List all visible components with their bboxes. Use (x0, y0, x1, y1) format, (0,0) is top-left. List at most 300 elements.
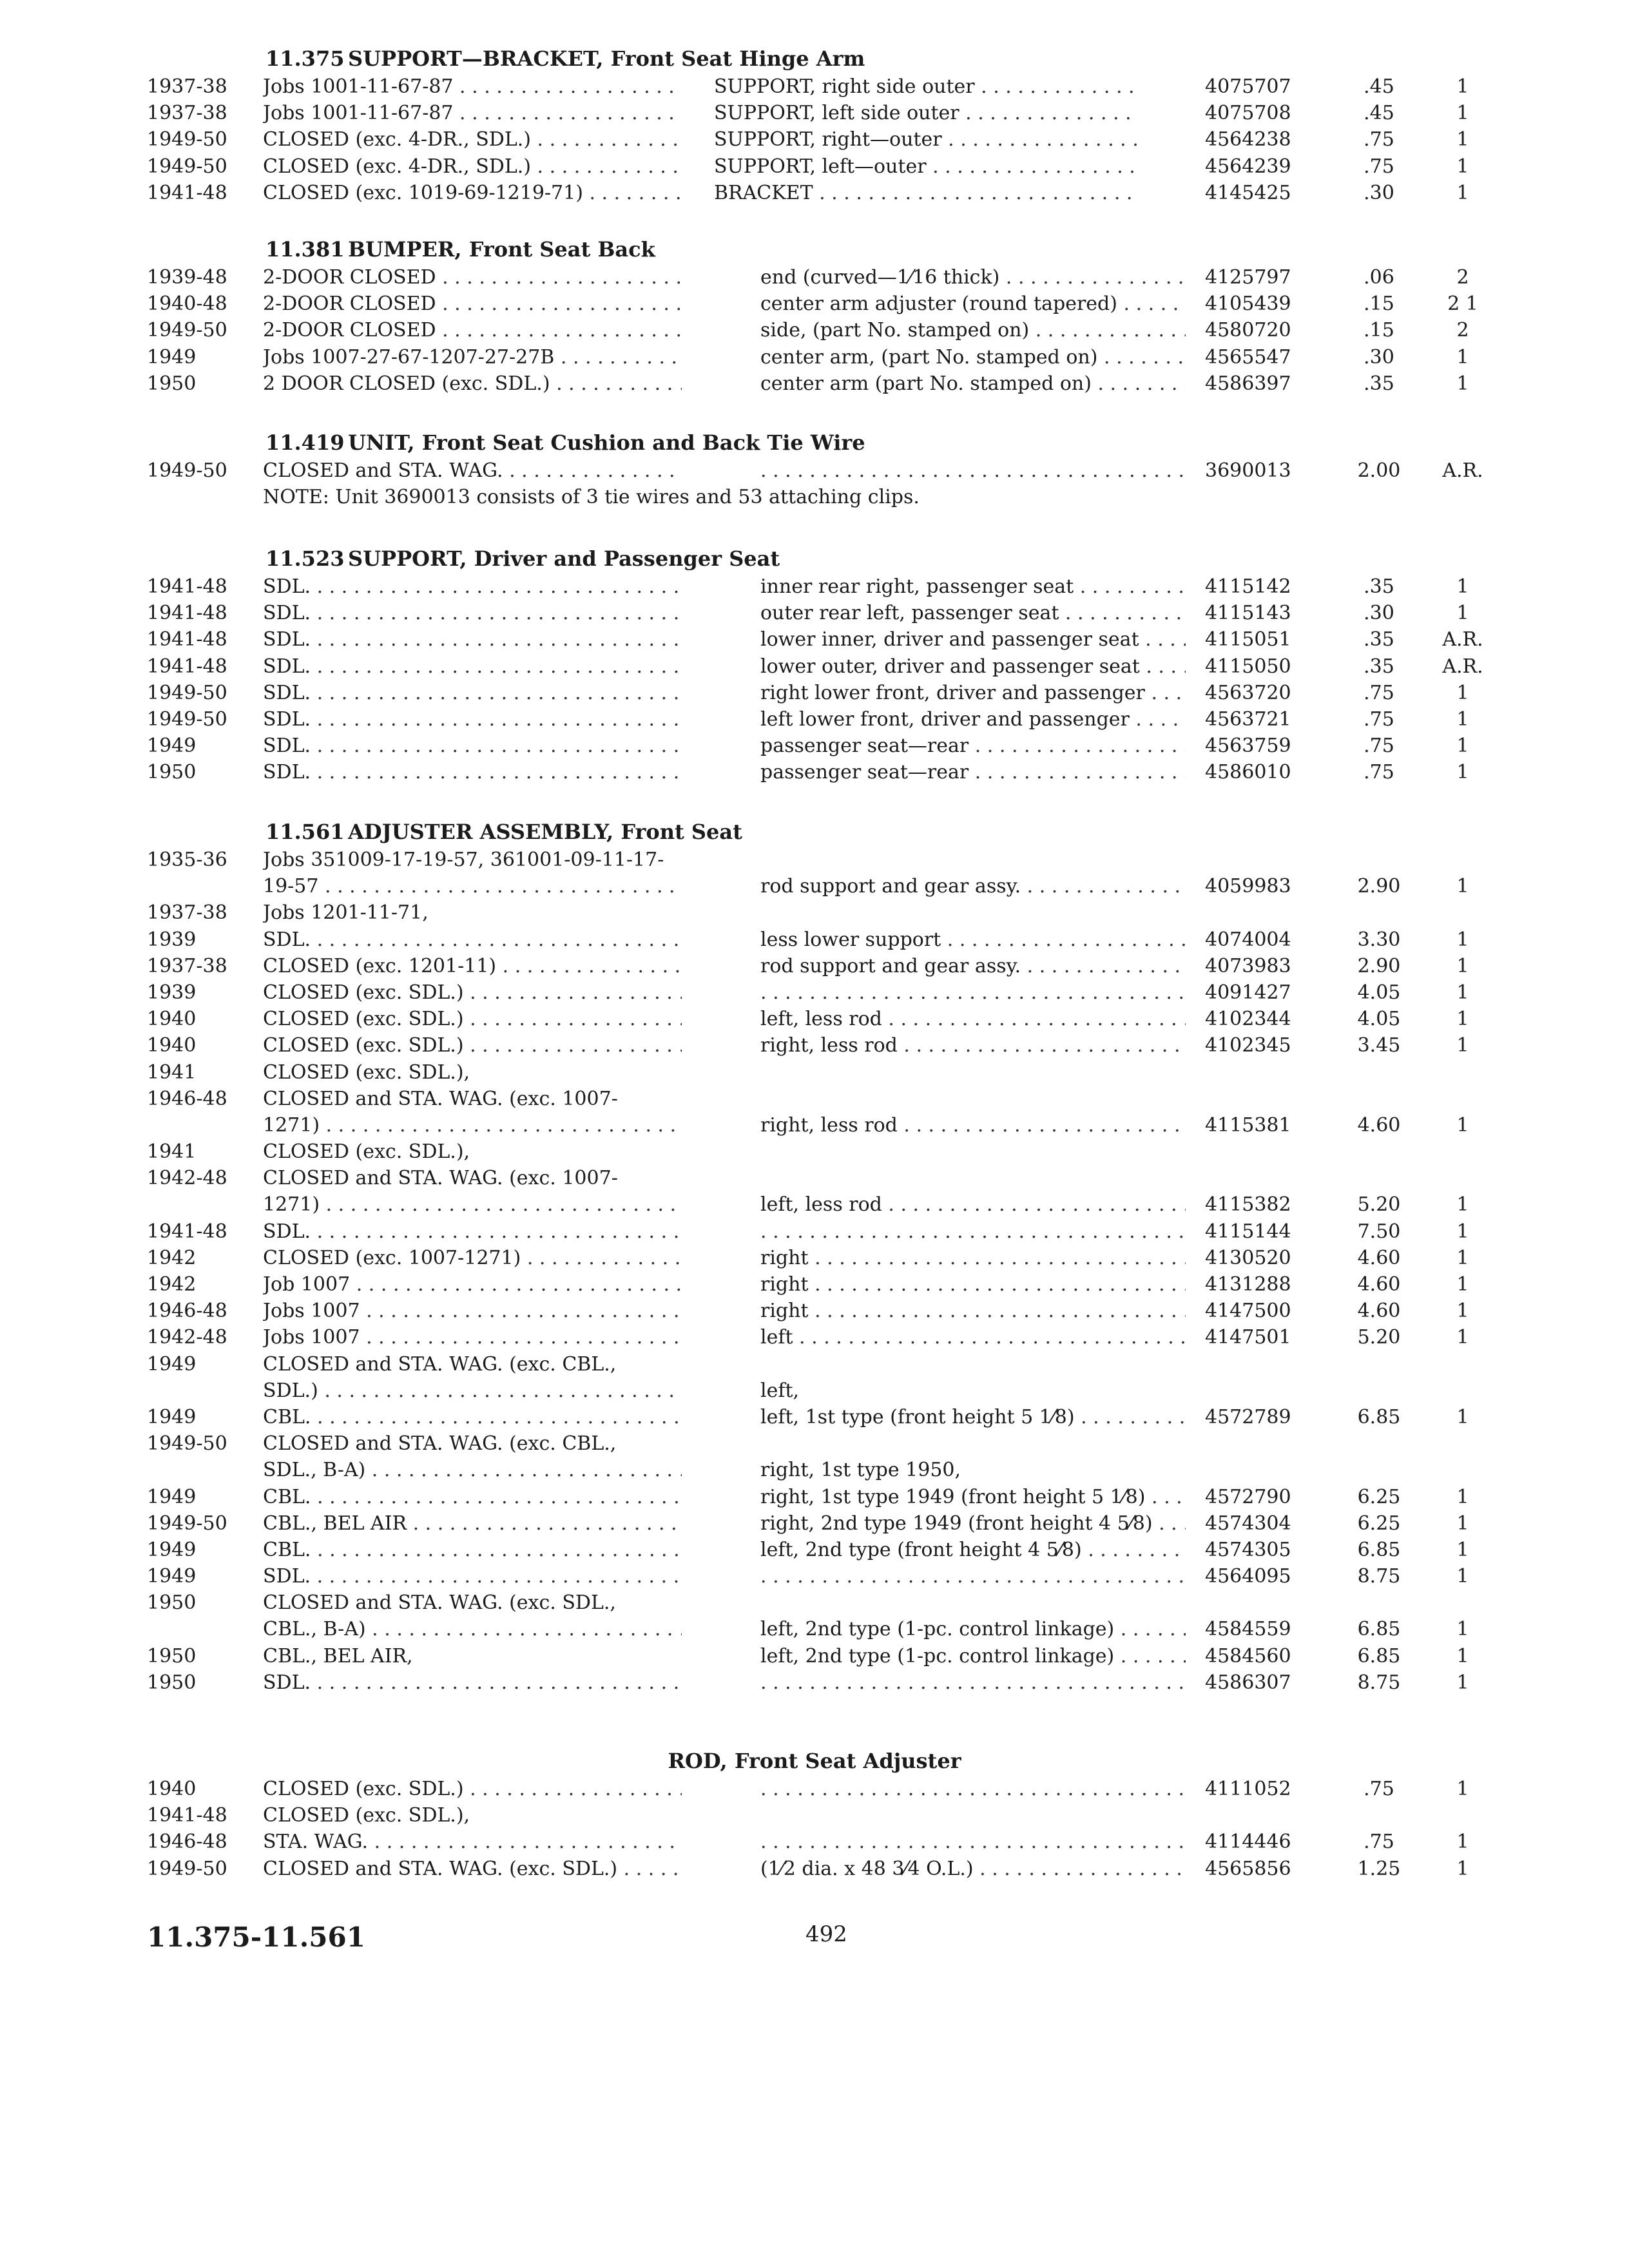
quantity-cell: 1 (1456, 1113, 1469, 1137)
model-cell: SDL. . . . (263, 1218, 682, 1245)
year-cell: 1941-48 (147, 1804, 227, 1827)
price-cell: .15 (1364, 293, 1394, 316)
description-cell: (1⁄2 dia. x 48 3⁄4 O.L.) . . . (760, 1856, 1186, 1882)
model-cell: Jobs 1001-11-67-87 . . . (263, 73, 682, 100)
year-cell: 1950 (147, 1644, 197, 1667)
model-cell: CLOSED and STA. WAG. (exc. CBL., (263, 1432, 617, 1456)
table-row (0, 626, 1629, 653)
year-cell: 1939 (147, 928, 197, 951)
quantity-cell: 1 (1456, 1831, 1469, 1854)
description-cell: inner rear right, passenger seat . . . (760, 573, 1186, 600)
section-number: 11.419 (265, 430, 345, 455)
description-cell: right . . . (760, 1271, 1186, 1298)
table-row (0, 1191, 1629, 1218)
section-11-375 (0, 46, 1629, 206)
year-cell: 1946-48 (147, 1300, 227, 1323)
section-title: ROD, Front Seat Adjuster (668, 1749, 961, 1773)
description-cell: right, 1st type 1949 (front height 5 1⁄8) . . . (760, 1484, 1186, 1510)
section-heading (0, 820, 1629, 847)
table-row (0, 1590, 1629, 1616)
price-cell: 4.60 (1357, 1113, 1401, 1137)
model-cell: CLOSED (exc. 1201-11) . . . (263, 953, 682, 979)
part-number-cell: 4115143 (1205, 602, 1291, 625)
table-row (0, 1218, 1629, 1245)
section-11-523 (0, 546, 1629, 786)
description-cell: right . . . (760, 1298, 1186, 1324)
description-cell: right, less rod . . . (760, 1112, 1186, 1139)
model-cell: 1271) . . . (263, 1112, 682, 1139)
year-cell: 1940 (147, 1778, 197, 1800)
section-number: 11.375 (265, 46, 345, 71)
model-cell: Jobs 1007-27-67-1207-27-27B . . . (263, 344, 682, 370)
quantity-cell: 1 (1456, 1008, 1469, 1031)
part-number-cell: 4114446 (1205, 1831, 1291, 1854)
year-cell: 1946-48 (147, 1087, 227, 1110)
part-number-cell: 4115144 (1205, 1220, 1291, 1243)
year-cell: 1937-38 (147, 102, 227, 125)
model-cell: 19-57 . . . (263, 873, 682, 899)
part-number-cell: 3690013 (1205, 459, 1291, 482)
part-number-cell: 4115051 (1205, 628, 1291, 651)
year-cell: 1950 (147, 1591, 197, 1615)
table-row (0, 600, 1629, 626)
description-cell: left, less rod . . . (760, 1191, 1186, 1218)
price-cell: 6.25 (1357, 1485, 1401, 1508)
part-number-cell: 4115382 (1205, 1193, 1291, 1216)
price-cell: 6.25 (1357, 1512, 1401, 1535)
description-cell: outer rear left, passenger seat . . . (760, 600, 1186, 626)
model-cell: SDL. . . . (263, 680, 682, 706)
price-cell: .75 (1364, 1778, 1394, 1800)
table-row (0, 1616, 1629, 1642)
price-cell: .75 (1364, 735, 1394, 758)
quantity-cell: 2 (1456, 266, 1469, 289)
model-cell: Jobs 1201-11-71, (263, 901, 429, 925)
table-row (0, 1139, 1629, 1165)
description-cell: right . . . (760, 1245, 1186, 1271)
year-cell: 1949-50 (147, 155, 227, 178)
table-row (0, 899, 1629, 926)
quantity-cell: 1 (1456, 128, 1469, 151)
model-cell: CLOSED (exc. SDL.) . . . (263, 1776, 682, 1802)
section-title: SUPPORT—BRACKET, Front Seat Hinge Arm (348, 46, 865, 71)
part-number-cell: 4580720 (1205, 319, 1291, 342)
quantity-cell: 1 (1456, 875, 1469, 898)
year-cell: 1941-48 (147, 575, 227, 598)
year-cell: 1949-50 (147, 1857, 227, 1880)
page-section-code: 11.375-11.561 (147, 1921, 365, 1953)
year-cell: 1937-38 (147, 901, 227, 925)
table-row (0, 291, 1629, 317)
year-cell: 1949-50 (147, 1432, 227, 1456)
table-row (0, 1404, 1629, 1430)
description-cell (760, 1669, 1186, 1696)
table-row (0, 317, 1629, 343)
model-cell: Jobs 1007 . . . (263, 1298, 682, 1324)
model-cell: CLOSED (exc. SDL.), (263, 1061, 470, 1084)
year-cell: 1950 (147, 372, 197, 395)
quantity-cell: 1 (1456, 155, 1469, 178)
model-cell: SDL. . . . (263, 600, 682, 626)
table-row (0, 847, 1629, 873)
model-cell: CBL. . . . (263, 1537, 682, 1563)
quantity-cell: 1 (1456, 102, 1469, 125)
table-row (0, 1484, 1629, 1510)
quantity-cell: A.R. (1442, 655, 1483, 678)
table-row (0, 457, 1629, 484)
year-cell: 1949 (147, 1485, 197, 1508)
description-cell: left, (760, 1379, 800, 1402)
description-cell: right, 1st type 1950, (760, 1459, 961, 1482)
model-cell: CBL., BEL AIR . . . (263, 1510, 682, 1537)
model-cell: SDL., B-A) . . . (263, 1457, 682, 1483)
year-cell: 1949 (147, 1538, 197, 1561)
part-number-cell: 4563721 (1205, 707, 1291, 731)
price-cell: 5.20 (1357, 1326, 1401, 1349)
table-row (0, 927, 1629, 953)
section-title: UNIT, Front Seat Cushion and Back Tie Wire (348, 430, 865, 455)
table-row (0, 1032, 1629, 1059)
year-cell: 1946-48 (147, 1831, 227, 1854)
year-cell: 1949-50 (147, 1512, 227, 1535)
description-cell: SUPPORT, left side outer . . . (714, 100, 1139, 126)
description-cell: BRACKET . . . (714, 180, 1139, 206)
quantity-cell: 1 (1456, 1485, 1469, 1508)
quantity-cell: 1 (1456, 1246, 1469, 1269)
quantity-cell: 1 (1456, 1671, 1469, 1694)
description-cell: rod support and gear assy. . . . (760, 953, 1186, 979)
model-cell: STA. WAG. . . . (263, 1829, 682, 1855)
year-cell: 1949 (147, 1352, 197, 1376)
price-cell: .35 (1364, 575, 1394, 598)
quantity-cell: 1 (1456, 681, 1469, 704)
part-number-cell: 4564095 (1205, 1565, 1291, 1588)
table-row (0, 153, 1629, 180)
year-cell: 1941-48 (147, 181, 227, 204)
description-cell: lower inner, driver and passenger seat . . . (760, 626, 1186, 653)
price-cell: 2.90 (1357, 954, 1401, 977)
quantity-cell: 1 (1456, 575, 1469, 598)
model-cell: CLOSED (exc. 4-DR., SDL.) . . . (263, 153, 682, 180)
section-number: 11.381 (265, 237, 345, 262)
section-title: SUPPORT, Driver and Passenger Seat (348, 546, 780, 571)
model-cell: SDL. . . . (263, 759, 682, 785)
price-cell: .75 (1364, 761, 1394, 784)
description-cell: left . . . (760, 1324, 1186, 1350)
model-cell: SDL. . . . (263, 706, 682, 733)
table-row (0, 1510, 1629, 1537)
table-row (0, 1378, 1629, 1404)
year-cell: 1949 (147, 1565, 197, 1588)
quantity-cell: 1 (1456, 1538, 1469, 1561)
quantity-cell: 1 (1456, 1644, 1469, 1667)
model-cell: SDL. . . . (263, 1563, 682, 1590)
model-cell: CBL. . . . (263, 1404, 682, 1430)
table-row (0, 1457, 1629, 1483)
model-cell: CLOSED and STA. WAG. (exc. CBL., (263, 1352, 617, 1376)
quantity-cell: 1 (1456, 1618, 1469, 1641)
year-cell: 1935-36 (147, 849, 227, 871)
part-number-cell: 4565547 (1205, 345, 1291, 369)
section-rod-front-seat-adjuster (0, 1749, 1629, 1882)
part-number-cell: 4115050 (1205, 655, 1291, 678)
part-number-cell: 4131288 (1205, 1273, 1291, 1296)
table-row (0, 344, 1629, 370)
description-cell: right, less rod . . . (760, 1032, 1186, 1059)
model-cell: CLOSED (exc. 4-DR., SDL.) . . . (263, 126, 682, 153)
price-cell: .75 (1364, 681, 1394, 704)
part-number-cell: 4572790 (1205, 1485, 1291, 1508)
table-row (0, 759, 1629, 785)
quantity-cell: 1 (1456, 954, 1469, 977)
year-cell: 1939-48 (147, 266, 227, 289)
part-number-cell: 4586397 (1205, 372, 1291, 395)
quantity-cell: 1 (1456, 1405, 1469, 1428)
quantity-cell: 1 (1456, 1034, 1469, 1057)
part-number-cell: 4115142 (1205, 575, 1291, 598)
model-cell: 2 DOOR CLOSED (exc. SDL.) . . . (263, 370, 682, 397)
year-cell: 1942 (147, 1246, 197, 1269)
year-cell: 1940 (147, 1034, 197, 1057)
section-11-561 (0, 820, 1629, 1696)
model-cell: CLOSED (exc. 1007-1271) . . . (263, 1245, 682, 1271)
model-cell: CBL. . . . (263, 1484, 682, 1510)
description-cell: left, 2nd type (1-pc. control linkage) . . . (760, 1616, 1186, 1642)
description-cell: left lower front, driver and passenger . . . (760, 706, 1186, 733)
quantity-cell: 1 (1456, 1220, 1469, 1243)
table-row (0, 653, 1629, 680)
model-cell: SDL. . . . (263, 1669, 682, 1696)
part-number-cell: 4102344 (1205, 1008, 1291, 1031)
part-number-cell: 4563720 (1205, 681, 1291, 704)
quantity-cell: 1 (1456, 602, 1469, 625)
table-row (0, 1059, 1629, 1086)
price-cell: 6.85 (1357, 1644, 1401, 1667)
model-cell: CLOSED (exc. SDL.) . . . (263, 979, 682, 1006)
table-row (0, 1324, 1629, 1350)
price-cell: 3.30 (1357, 928, 1401, 951)
table-row (0, 573, 1629, 600)
part-number-cell: 4075707 (1205, 75, 1291, 98)
model-cell: Job 1007 . . . (263, 1271, 682, 1298)
price-cell: .75 (1364, 707, 1394, 731)
description-cell: rod support and gear assy. . . . (760, 873, 1186, 899)
model-cell: 1271) . . . (263, 1191, 682, 1218)
model-cell: CLOSED and STA. WAG. (exc. 1007- (263, 1167, 618, 1190)
part-number-cell: 4125797 (1205, 266, 1291, 289)
table-row (0, 706, 1629, 733)
price-cell: .75 (1364, 155, 1394, 178)
table-row (0, 370, 1629, 397)
description-cell (760, 979, 1186, 1006)
price-cell: .30 (1364, 181, 1394, 204)
quantity-cell: 1 (1456, 372, 1469, 395)
section-heading (0, 430, 1629, 457)
section-number: 11.561 (265, 820, 345, 844)
model-cell: 2-DOOR CLOSED . . . (263, 317, 682, 343)
table-row (0, 1643, 1629, 1669)
table-row (0, 1086, 1629, 1112)
section-11-419 (0, 430, 1629, 510)
description-cell: side, (part No. stamped on) . . . (760, 317, 1186, 343)
year-cell: 1937-38 (147, 75, 227, 98)
model-cell: CBL., BEL AIR, (263, 1644, 413, 1667)
quantity-cell: 1 (1456, 345, 1469, 369)
price-cell: .75 (1364, 1831, 1394, 1854)
part-number-cell: 4111052 (1205, 1778, 1291, 1800)
description-cell: left, 2nd type (1-pc. control linkage) . . . (760, 1643, 1186, 1669)
price-cell: 2.90 (1357, 875, 1401, 898)
price-cell: 1.25 (1357, 1857, 1401, 1880)
section-title: ADJUSTER ASSEMBLY, Front Seat (348, 820, 742, 844)
price-cell: 3.45 (1357, 1034, 1401, 1057)
description-cell: end (curved—1⁄16 thick) . . . (760, 264, 1186, 291)
section-title: BUMPER, Front Seat Back (348, 237, 655, 262)
model-cell: SDL.) . . . (263, 1378, 682, 1404)
model-cell: CLOSED (exc. 1019-69-1219-71) . . . (263, 180, 682, 206)
year-cell: 1949-50 (147, 319, 227, 342)
quantity-cell: 2 (1456, 319, 1469, 342)
price-cell: .45 (1364, 102, 1394, 125)
price-cell: .75 (1364, 128, 1394, 151)
quantity-cell: 1 (1456, 928, 1469, 951)
part-number-cell: 4564239 (1205, 155, 1291, 178)
table-row (0, 1006, 1629, 1032)
price-cell: 4.05 (1357, 1008, 1401, 1031)
table-row (0, 100, 1629, 126)
model-cell: Jobs 1007 . . . (263, 1324, 682, 1350)
model-cell: CLOSED (exc. SDL.) . . . (263, 1032, 682, 1059)
section-heading (0, 1749, 1629, 1776)
model-cell: CLOSED and STA. WAG. . . . (263, 457, 682, 484)
year-cell: 1949-50 (147, 707, 227, 731)
table-row (0, 1351, 1629, 1378)
quantity-cell: 1 (1456, 1326, 1469, 1349)
part-number-cell: 4584560 (1205, 1644, 1291, 1667)
part-number-cell: 4586010 (1205, 761, 1291, 784)
table-row (0, 1537, 1629, 1563)
price-cell: .35 (1364, 628, 1394, 651)
description-cell: passenger seat—rear . . . (760, 733, 1186, 759)
part-number-cell: 4574304 (1205, 1512, 1291, 1535)
year-cell: 1949-50 (147, 128, 227, 151)
price-cell: 4.60 (1357, 1246, 1401, 1269)
price-cell: 6.85 (1357, 1538, 1401, 1561)
quantity-cell: 1 (1456, 1512, 1469, 1535)
quantity-cell: 1 (1456, 1778, 1469, 1800)
quantity-cell: 2 1 (1447, 293, 1478, 316)
description-cell: SUPPORT, left—outer . . . (714, 153, 1139, 180)
description-cell: right, 2nd type 1949 (front height 4 5⁄8) . . . (760, 1510, 1186, 1537)
price-cell: 8.75 (1357, 1565, 1401, 1588)
part-number-cell: 4073983 (1205, 954, 1291, 977)
quantity-cell: A.R. (1442, 459, 1483, 482)
year-cell: 1937-38 (147, 954, 227, 977)
part-number-cell: 4574305 (1205, 1538, 1291, 1561)
description-cell: SUPPORT, right—outer . . . (714, 126, 1139, 153)
model-cell: SDL. . . . (263, 573, 682, 600)
quantity-cell: 1 (1456, 1300, 1469, 1323)
part-number-cell: 4102345 (1205, 1034, 1291, 1057)
price-cell: .35 (1364, 655, 1394, 678)
year-cell: 1949 (147, 1405, 197, 1428)
part-number-cell: 4147501 (1205, 1326, 1291, 1349)
table-row (0, 733, 1629, 759)
description-cell: center arm (part No. stamped on) . . . (760, 370, 1186, 397)
year-cell: 1942-48 (147, 1167, 227, 1190)
description-cell: lower outer, driver and passenger seat . . . (760, 653, 1186, 680)
model-cell: CLOSED and STA. WAG. (exc. 1007- (263, 1087, 618, 1110)
table-row (0, 1271, 1629, 1298)
quantity-cell: 1 (1456, 1193, 1469, 1216)
price-cell: .30 (1364, 602, 1394, 625)
year-cell: 1941-48 (147, 628, 227, 651)
table-row (0, 1298, 1629, 1324)
page-number: 492 (805, 1921, 847, 1947)
description-cell: left, less rod . . . (760, 1006, 1186, 1032)
year-cell: 1949-50 (147, 459, 227, 482)
table-row (0, 1563, 1629, 1590)
part-number-cell: 4586307 (1205, 1671, 1291, 1694)
table-row (0, 1829, 1629, 1855)
quantity-cell: 1 (1456, 75, 1469, 98)
year-cell: 1949-50 (147, 681, 227, 704)
table-row (0, 1776, 1629, 1802)
part-number-cell: 4059983 (1205, 875, 1291, 898)
description-cell: SUPPORT, right side outer . . . (714, 73, 1139, 100)
table-row (0, 1245, 1629, 1271)
year-cell: 1949 (147, 735, 197, 758)
description-cell: left, 1st type (front height 5 1⁄8) . . . (760, 1404, 1186, 1430)
table-row (0, 73, 1629, 100)
price-cell: 4.05 (1357, 981, 1401, 1004)
description-cell (760, 457, 1186, 484)
part-number-cell: 4130520 (1205, 1246, 1291, 1269)
year-cell: 1950 (147, 761, 197, 784)
year-cell: 1941-48 (147, 655, 227, 678)
description-cell (760, 1218, 1186, 1245)
year-cell: 1941 (147, 1061, 197, 1084)
year-cell: 1950 (147, 1671, 197, 1694)
year-cell: 1942 (147, 1273, 197, 1296)
model-cell: CLOSED (exc. SDL.) . . . (263, 1006, 682, 1032)
model-cell: CBL., B-A) . . . (263, 1616, 682, 1642)
price-cell: 6.85 (1357, 1618, 1401, 1641)
price-cell: 2.00 (1357, 459, 1401, 482)
quantity-cell: 1 (1456, 761, 1469, 784)
quantity-cell: 1 (1456, 707, 1469, 731)
model-cell: Jobs 1001-11-67-87 . . . (263, 100, 682, 126)
model-cell: 2-DOOR CLOSED . . . (263, 291, 682, 317)
price-cell: .15 (1364, 319, 1394, 342)
price-cell: 6.85 (1357, 1405, 1401, 1428)
model-cell: CLOSED and STA. WAG. (exc. SDL., (263, 1591, 616, 1615)
model-cell: CLOSED (exc. SDL.), (263, 1804, 470, 1827)
price-cell: .06 (1364, 266, 1394, 289)
part-number-cell: 4563759 (1205, 735, 1291, 758)
description-cell: left, 2nd type (front height 4 5⁄8) . . . (760, 1537, 1186, 1563)
table-row (0, 680, 1629, 706)
table-row (0, 953, 1629, 979)
description-cell (760, 1829, 1186, 1855)
year-cell: 1949 (147, 345, 197, 369)
year-cell: 1941-48 (147, 1220, 227, 1243)
part-number-cell: 4147500 (1205, 1300, 1291, 1323)
model-cell: SDL. . . . (263, 653, 682, 680)
table-row (0, 1430, 1629, 1457)
quantity-cell: 1 (1456, 1273, 1469, 1296)
table-row (0, 1669, 1629, 1696)
